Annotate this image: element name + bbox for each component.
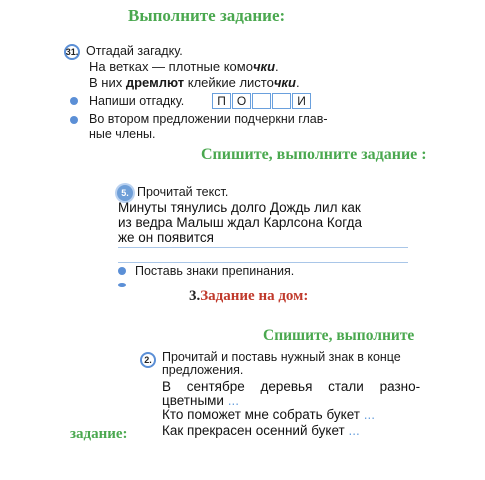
- task-underline-line-2: ные члены.: [89, 127, 156, 141]
- heading-top: Выполните задание:: [128, 6, 286, 25]
- task-write-answer: Напиши отгадку.: [89, 94, 185, 108]
- exercise-number-badge: 31.: [64, 44, 80, 60]
- bullet-icon: [118, 283, 126, 287]
- writing-line: [118, 247, 408, 248]
- task-punctuation: Поставь знаки препинания.: [135, 264, 295, 278]
- task-underline-line-1: Во втором предложении подчеркни глав-: [89, 112, 328, 126]
- answer-box[interactable]: [252, 93, 271, 109]
- riddle-line-2: В них дремлют клейкие листочки.: [89, 75, 300, 90]
- exercise-number-badge: 2.: [140, 352, 156, 368]
- bullet-icon: [70, 97, 78, 105]
- riddle-line-1: На ветках — плотные комочки.: [89, 59, 279, 74]
- answer-box[interactable]: [272, 93, 291, 109]
- heading-homework: 3.Задание на дом:: [185, 288, 312, 305]
- text-line-2: из ведра Малыш ждал Карлсона Когда: [118, 215, 362, 230]
- sentence-3: Как прекрасен осенний букет ...: [162, 423, 360, 438]
- bullet-icon: [70, 116, 78, 124]
- exercise-title: Прочитай текст.: [137, 185, 229, 199]
- exercise-title-line-2: предложения.: [162, 363, 244, 377]
- exercise-title: Отгадай загадку.: [86, 44, 183, 58]
- exercise-title-line-1: Прочитай и поставь нужный знак в конце: [162, 350, 401, 364]
- answer-box[interactable]: О: [232, 93, 251, 109]
- bullet-icon: [118, 267, 126, 275]
- heading-bottom-left: задание:: [70, 426, 128, 442]
- text-line-1: Минуты тянулись долго Дождь лил как: [118, 200, 361, 215]
- sentence-1-line-2: цветными ...: [162, 393, 240, 408]
- answer-box[interactable]: И: [292, 93, 311, 109]
- answer-box[interactable]: П: [212, 93, 231, 109]
- sentence-1-line-1: В сентябре деревья стали разно-: [162, 379, 421, 394]
- heading-bottom-right: Спишите, выполните: [263, 327, 415, 344]
- answer-boxes[interactable]: [212, 93, 312, 109]
- flower-badge-icon: 5.: [117, 185, 133, 201]
- sentence-2: Кто поможет мне собрать букет ...: [162, 407, 375, 422]
- text-line-3: же он появится: [118, 230, 214, 245]
- heading-middle: Спишите, выполните задание :: [201, 146, 427, 163]
